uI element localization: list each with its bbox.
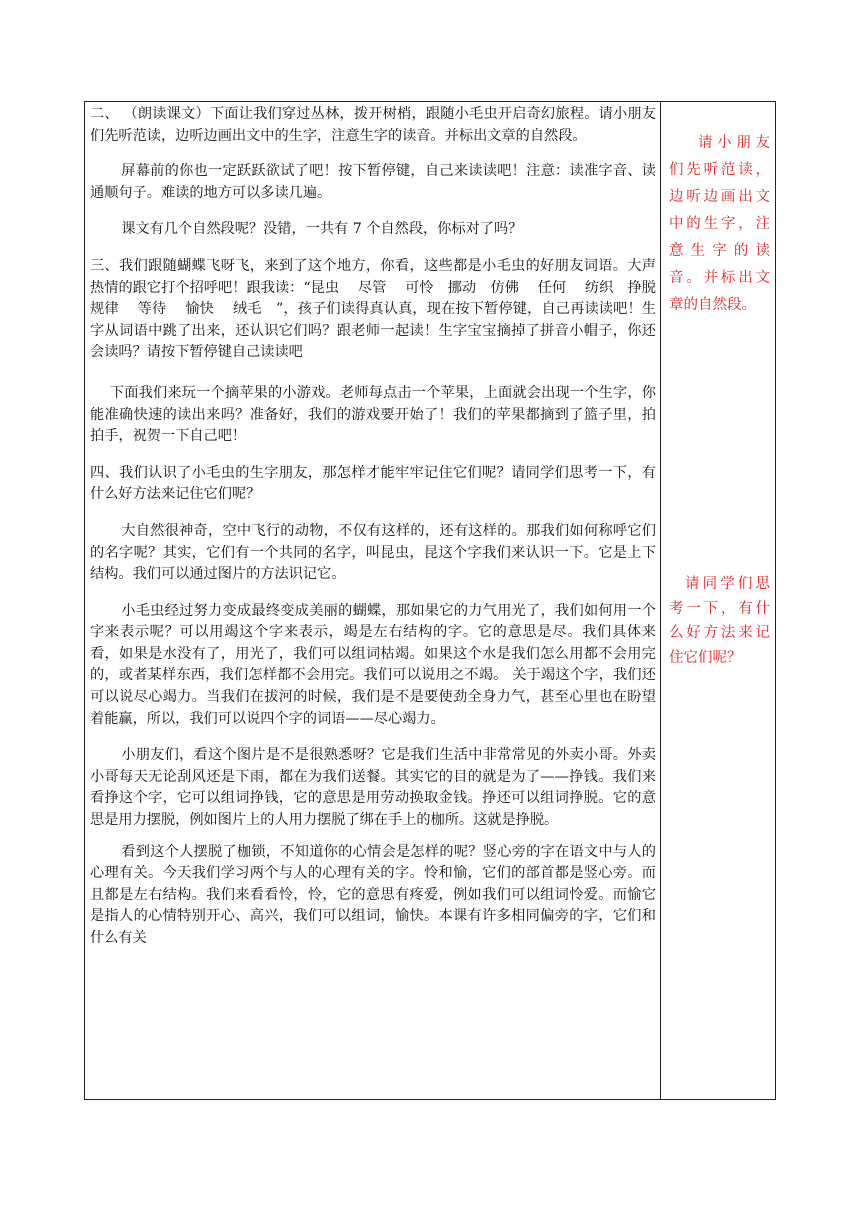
paragraph-apple-game: 下面我们来玩一个摘苹果的小游戏。老师每点击一个苹果，上面就会出现一个生字，你能准确快速的读出来吗？准备好，我们的游戏要开始了！我们的苹果都摘到了篮子里，拍拍手，祝贺一下自己吧！ — [90, 384, 656, 445]
main-content-column — [85, 102, 675, 950]
paragraph-jie-character: 小毛虫经过努力变成最终变成美丽的蝴蝶，那如果它的力气用光了，我们如何用一个字来表示呢？可以用竭这个字来表示，竭是左右结构的字。它的意思是尽。我们具体来看，如果是水没有了，用光了，我们可以组词枯竭。如果这个水是我们怎么用都不会用完的，或者某样东西，我们怎样都不会用完。我们可以说用之不竭。 关于竭这个字，我们还可以说尽心竭力。当我们在拔河的时候，我们是不是要使劲全身力气，甚至心里也在盼望着能赢，所以，我们可以说四个字的词语——尽心竭力。 — [90, 602, 656, 727]
paragraph-count-paragraphs: 课文有几个自然段呢？没错，一共有 7 个自然段，你标对了吗？ — [121, 221, 523, 238]
lesson-table — [84, 101, 776, 1100]
paragraph-kun-character: 大自然很神奇，空中飞行的动物，不仅有这样的，还有这样的。那我们如何称呼它们的名字呢？其实，它们有一个共同的名字，叫昆虫，昆这个字我们来认识一下。它是上下结构。我们可以通过图片的方法识记它。 — [90, 522, 656, 583]
paragraph-vocabulary: 三、我们跟随蝴蝶飞呀飞，来到了这个地方，你看，这些都是小毛虫的好朋友词语。大声热情的跟它打个招呼吧！跟我读：“昆虫 尽管 可怜 挪动 仿佛 任何 纺织 挣脱 规律 等待 愉快 绒毛 ”，孩子们读得真认真，现在按下暂停键，自己再读读吧！生字从词语中跳了出来，还认识它们吗？跟老师一起读！生字宝宝摘掉了拼音小帽子，你还会读吗？请按下暂停键自己读读吧 — [90, 257, 675, 361]
paragraph-memorize-question: 四、我们认识了小毛虫的生字朋友，那怎样才能牢牢记住它们呢？请同学们思考一下，有什么好方法来记住它们呢？ — [90, 464, 656, 503]
side-note-think: 请同学们思考一下，有什么好方法来记住它们呢？ — [669, 576, 770, 666]
side-note-listen: 请小朋友们先听范读，边听边画出文中的生字，注意生字的读音。并标出文章的自然段。 — [669, 135, 770, 313]
paragraph-pause-read: 屏幕前的你也一定跃跃欲试了吧！按下暂停键，自己来读读吧！注意：读准字音、读通顺句子。难读的地方可以多读几遍。 — [90, 163, 656, 201]
paragraph-read-aloud: 二、 （朗读课文）下面让我们穿过丛林，拨开树梢，跟随小毛虫开启奇幻旅程。请小朋友们先听范读，边听边画出文中的生字，注意生字的读音。并标出文章的自然段。 — [90, 106, 656, 144]
paragraph-lian-yu-characters: 看到这个人摆脱了枷锁，不知道你的心情会是怎样的呢？竖心旁的字在语文中与人的心理有关。今天我们学习两个与人的心理有关的字。怜和愉，它们的部首都是竖心旁。而且都是左右结构。我们来看看怜，怜，它的意思有疼爱，例如我们可以组词怜爱。而愉它是指人的心情特别开心、高兴，我们可以组词，愉快。本课有许多相同偏旁的字，它们和什么有关 — [90, 843, 656, 946]
paragraph-zheng-character: 小朋友们，看这个图片是不是很熟悉呀？它是我们生活中非常常见的外卖小哥。外卖小哥每天无论刮风还是下雨，都在为我们送餐。其实它的目的就是为了——挣钱。我们来看挣这个字，它可以组词挣钱，它的意思是用劳动换取金钱。挣还可以组词挣脱。它的意思是用力摆脱，例如图片上的人用力摆脱了绑在手上的枷所。这就是挣脱。 — [90, 747, 656, 829]
